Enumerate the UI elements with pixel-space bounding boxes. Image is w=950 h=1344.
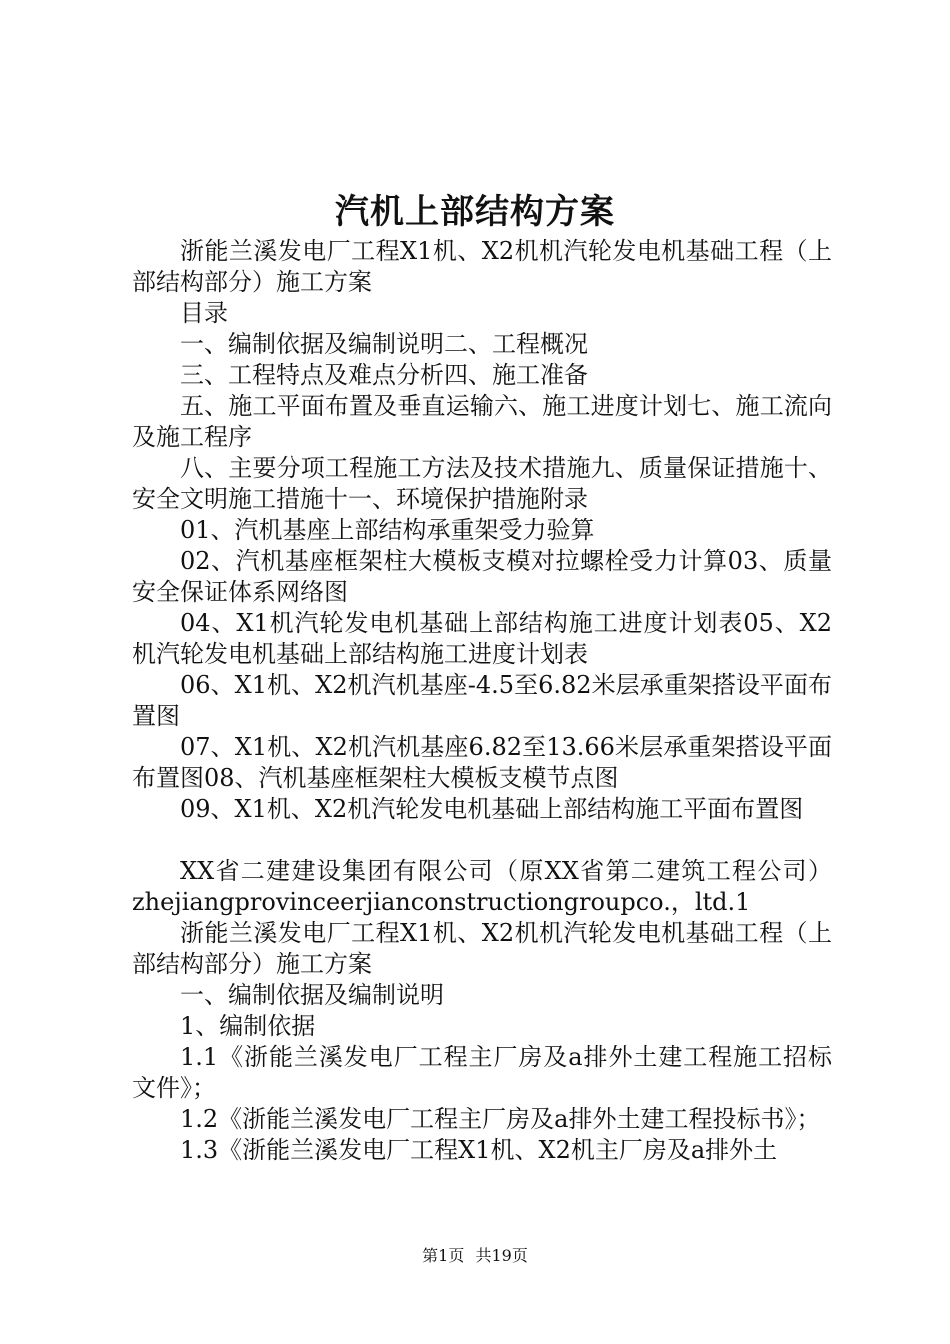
page-total: 共19页: [475, 1246, 528, 1265]
paragraph: 一、编制依据及编制说明: [180, 981, 444, 1009]
paragraph: 06、X1机、X2机汽机基座-4.5至6.82米层承重架搭设平面布置图: [132, 671, 832, 730]
document-body: [132, 236, 832, 1166]
paragraph: 浙能兰溪发电厂工程X1机、X2机机汽轮发电机基础工程（上部结构部分）施工方案: [132, 237, 832, 296]
paragraph: 1.3《浙能兰溪发电厂工程X1机、X2机主厂房及a排外土: [180, 1136, 778, 1164]
paragraph: 1.2《浙能兰溪发电厂工程主厂房及a排外土建工程投标书》；: [180, 1105, 821, 1133]
paragraph: 04、X1机汽轮发电机基础上部结构施工进度计划表05、X2机汽轮发电机基础上部结构施工进度计划表: [132, 609, 832, 668]
page-number: 第1页: [422, 1246, 465, 1265]
paragraph-gap: [132, 825, 832, 856]
paragraph: 09、X1机、X2机汽轮发电机基础上部结构施工平面布置图: [180, 795, 804, 823]
paragraph: 三、工程特点及难点分析四、施工准备: [180, 361, 588, 389]
paragraph: 目录: [180, 299, 228, 327]
paragraph: 02、汽机基座框架柱大模板支模对拉螺栓受力计算03、质量安全保证体系网络图: [132, 547, 832, 606]
document-title: 汽机上部结构方案: [335, 192, 615, 232]
paragraph: 07、X1机、X2机汽机基座6.82至13.66米层承重架搭设平面布置图08、汽机基座框架柱大模板支模节点图: [132, 733, 832, 792]
paragraph: 五、施工平面布置及垂直运输六、施工进度计划七、施工流向及施工程序: [132, 392, 832, 451]
paragraph: 浙能兰溪发电厂工程X1机、X2机机汽轮发电机基础工程（上部结构部分）施工方案: [132, 919, 832, 978]
paragraph: 八、主要分项工程施工方法及技术措施九、质量保证措施十、安全文明施工措施十一、环境保护措施附录: [132, 454, 832, 513]
paragraph: 01、汽机基座上部结构承重架受力验算: [180, 516, 595, 544]
page-footer: [0, 1243, 950, 1266]
paragraph: 一、编制依据及编制说明二、工程概况: [180, 330, 588, 358]
paragraph: 1、编制依据: [180, 1012, 316, 1040]
paragraph: XX省二建建设集团有限公司（原XX省第二建筑工程公司）zhejiangprovinceerjianconstructiongroupco.，ltd.1: [132, 857, 832, 916]
paragraph: 1.1《浙能兰溪发电厂工程主厂房及a排外土建工程施工招标文件》；: [132, 1043, 832, 1102]
